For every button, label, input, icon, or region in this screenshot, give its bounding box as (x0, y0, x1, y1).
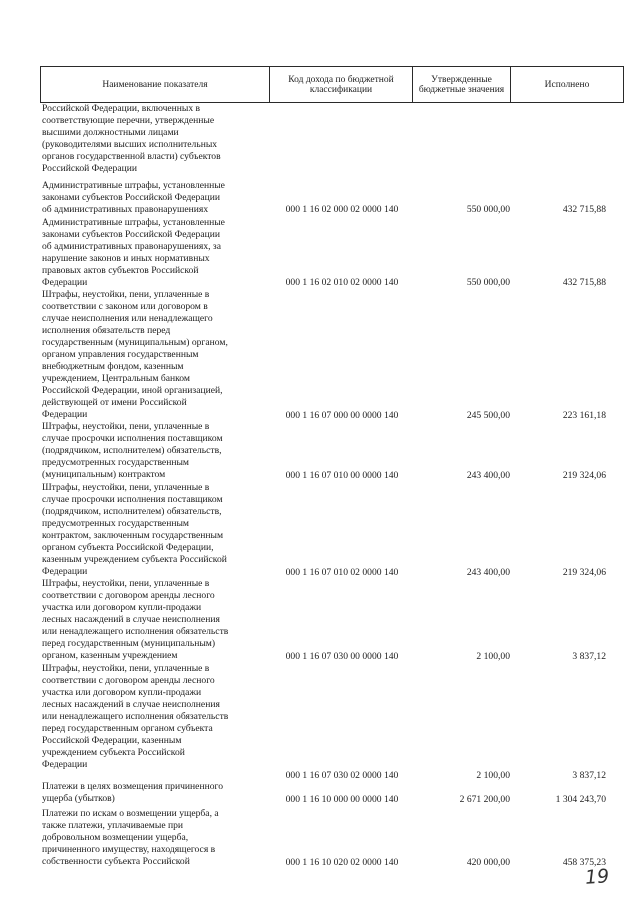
row-executed: 219 324,06 (562, 470, 606, 481)
row-code: 000 1 16 02 000 02 0000 140 (285, 204, 399, 215)
row-executed: 219 324,06 (562, 567, 606, 578)
row-name: Административные штрафы, установленные законами субъектов Российской Федерации об административных правонарушениях (42, 180, 225, 216)
row-name: Платежи по искам о возмещении ущерба, а также платежи, уплачиваемые при добровольном возмещении ущерба, причиненного имуществу, находящегося в собственности субъекта Российской (42, 808, 219, 868)
row-approved: 2 100,00 (476, 651, 510, 662)
row-approved: 2 671 200,00 (459, 794, 510, 805)
row-name: Штрафы, неустойки, пени, уплаченные в случае просрочки исполнения поставщиком (подрядчиком, исполнителем) обязательств, предусмотренных государственным (муниципальным) контрактом (42, 421, 223, 481)
row-approved: 420 000,00 (466, 857, 510, 868)
row-executed: 3 837,12 (572, 770, 606, 781)
row-executed: 223 161,18 (562, 410, 606, 421)
row-executed: 3 837,12 (572, 651, 606, 662)
row-code: 000 1 16 07 030 02 0000 140 (285, 770, 399, 781)
page-number: 19 (584, 865, 610, 889)
row-code: 000 1 16 07 010 00 0000 140 (285, 470, 399, 481)
row-approved: 550 000,00 (466, 204, 510, 215)
row-name: Административные штрафы, установленные законами субъектов Российской Федерации об административных правонарушениях, за нарушение законов и иных нормативных правовых актов субъектов Российской Федерации (42, 217, 225, 289)
row-name: Платежи в целях возмещения причиненного ущерба (убытков) (42, 781, 223, 805)
header-code: Код дохода по бюджетной классификации (270, 67, 413, 103)
row-name: Штрафы, неустойки, пени, уплаченные в соответствии с законом или договором в случае неисполнения или ненадлежащего исполнения обязательств перед государственным (муниципальным) органом, органом управления государственным внебюджетным фондом, казенным учреждением, Центральным банком Российской Федерации, иной организацией, действующей от имени Российской Федерации (42, 289, 228, 421)
row-approved: 550 000,00 (466, 277, 510, 288)
row-code: 000 1 16 10 000 00 0000 140 (285, 794, 399, 805)
header-name: Наименование показателя (41, 67, 270, 103)
row-code: 000 1 16 07 030 00 0000 140 (285, 651, 399, 662)
row-name: Штрафы, неустойки, пени, уплаченные в случае просрочки исполнения поставщиком (подрядчиком, исполнителем) обязательств, предусмотренных государственным контрактом, заключенным государственным органом субъекта Российской Федерации, казенным учреждением субъекта Российской Федерации (42, 482, 227, 578)
row-approved: 2 100,00 (476, 770, 510, 781)
header-approved: Утвержденные бюджетные значения (413, 67, 511, 103)
row-executed: 458 375,23 (562, 857, 606, 868)
row-name: Российской Федерации, включенных в соответствующие перечни, утвержденные высшими должностными лицами (руководителями высших исполнительных органов государственной власти) субъектов Российской Федерации (42, 103, 221, 175)
row-name: Штрафы, неустойки, пени, уплаченные в соответствии с договором аренды лесного участка или договором купли-продажи лесных насаждений в случае неисполнения или ненадлежащего исполнения обязательств перед государственным органом субъекта Российской Федерации, казенным учреждением субъекта Российской Федерации (42, 663, 229, 771)
row-approved: 243 400,00 (466, 470, 510, 481)
row-executed: 1 304 243,70 (555, 794, 606, 805)
header-executed: Исполнено (511, 67, 624, 103)
row-name: Штрафы, неустойки, пени, уплаченные в соответствии с договором аренды лесного участка или договором купли-продажи лесных насаждений в случае неисполнения или ненадлежащего исполнения обязательств перед государственным (муниципальным) органом, казенным учреждением (42, 578, 229, 662)
row-executed: 432 715,88 (562, 277, 606, 288)
row-approved: 243 400,00 (466, 567, 510, 578)
row-code: 000 1 16 10 020 02 0000 140 (285, 857, 399, 868)
row-code: 000 1 16 02 010 02 0000 140 (285, 277, 399, 288)
row-executed: 432 715,88 (562, 204, 606, 215)
row-code: 000 1 16 07 000 00 0000 140 (285, 410, 399, 421)
row-approved: 245 500,00 (466, 410, 510, 421)
table-header (40, 66, 624, 103)
row-code: 000 1 16 07 010 02 0000 140 (285, 567, 399, 578)
